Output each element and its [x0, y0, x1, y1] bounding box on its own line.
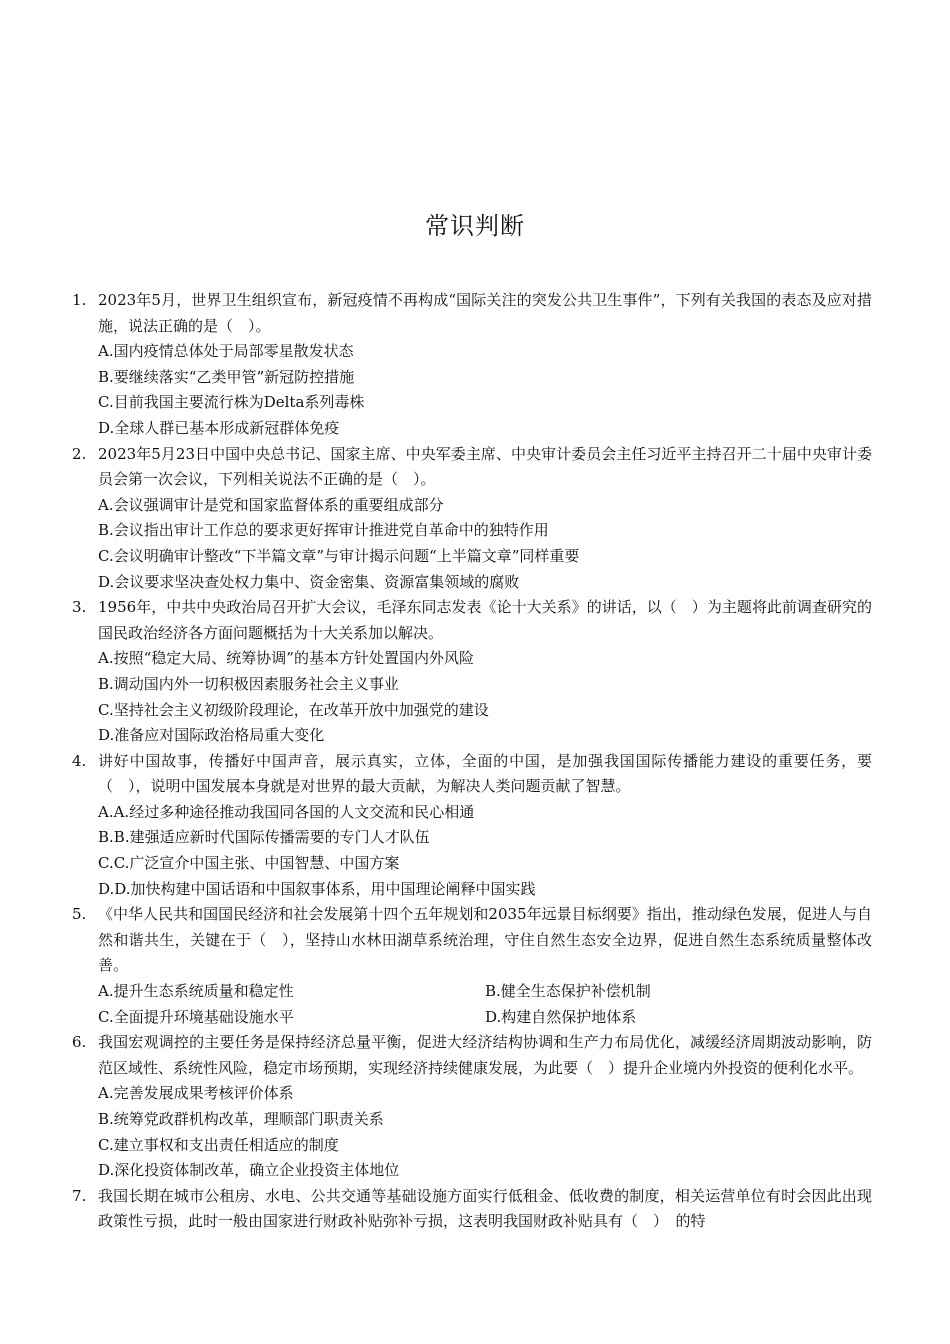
question-3 [72, 595, 872, 749]
question-number: 2. [72, 444, 87, 463]
option-c: C.坚持社会主义初级阶段理论，在改革开放中加强党的建设 [98, 700, 489, 719]
question-number: 7. [72, 1186, 87, 1205]
option-b: B.要继续落实“乙类甲管”新冠防控措施 [98, 367, 355, 386]
option-b: B.健全生态保护补偿机制 [485, 982, 651, 1001]
option-d: D.D.加快构建中国话语和中国叙事体系，用中国理论阐释中国实践 [98, 879, 536, 898]
question-stem: 讲好中国故事，传播好中国声音，展示真实，立体，全面的中国，是加强我国国际传播能力建设的重要任务，要（ ），说明中国发展本身就是对世界的最大贡献，为解决人类问题贡献了智慧。 [98, 751, 872, 796]
option-a: A.完善发展成果考核评价体系 [98, 1084, 294, 1103]
option-c: C.目前我国主要流行株为Delta系列毒株 [98, 393, 365, 412]
question-stem: 1956年，中共中央政治局召开扩大会议，毛泽东同志发表《论十大关系》的讲话，以（ ）为主题将此前调查研究的国民政治经济各方面问题概括为十大关系加以解决。 [98, 598, 872, 642]
question-stem: 2023年5月23日中国中央总书记、国家主席、中央军委主席、中央审计委员会主任习近平主持召开二十届中央审计委员会第一次会议，下列相关说法不正确的是（ ）。 [98, 444, 872, 489]
option-c: C.会议明确审计整改“下半篇文章”与审计揭示问题“上半篇文章”同样重要 [98, 546, 580, 565]
question-list [72, 288, 872, 1235]
question-stem: 我国长期在城市公租房、水电、公共交通等基础设施方面实行低租金、低收费的制度，相关运营单位有时会因此出现政策性亏损，此时一般由国家进行财政补贴弥补亏损，这表明我国财政补贴具有（ ） 的特 [98, 1186, 872, 1231]
question-number: 6. [72, 1033, 87, 1052]
question-stem: 《中华人民共和国国民经济和社会发展第十四个五年规划和2035年远景目标纲要》指出，推动绿色发展，促进人与自然和谐共生，关键在于（ ），坚持山水林田湖草系统治理，守住自然生态安全边界，促进自然生态系统质量整体改善。 [98, 905, 872, 975]
option-a: A.A.经过多种途径推动我国同各国的人文交流和民心相通 [98, 802, 475, 821]
question-number: 5. [72, 905, 87, 924]
option-b: B.统筹党政群机构改革，理顺部门职责关系 [98, 1110, 384, 1128]
question-1 [72, 288, 872, 442]
question-stem: 2023年5月，世界卫生组织宣布，新冠疫情不再构成“国际关注的突发公共卫生事件”，下列有关我国的表态及应对措施，说法正确的是（ ）。 [98, 291, 872, 335]
option-d: D.构建自然保护地体系 [485, 1007, 637, 1026]
option-a: A.提升生态系统质量和稳定性 [98, 982, 294, 1001]
option-b: B.会议指出审计工作总的要求更好挥审计推进党自革命中的独特作用 [98, 521, 549, 540]
option-a: A.国内疫情总体处于局部零星散发状态 [98, 342, 354, 361]
question-stem: 我国宏观调控的主要任务是保持经济总量平衡，促进大经济结构协调和生产力布局优化，减缓经济周期波动影响，防范区域性、系统性风险，稳定市场预期，实现经济持续健康发展，为此要（ ）提升企业境内外投资的便利化水平。 [98, 1033, 872, 1077]
question-5 [72, 902, 872, 1030]
question-number: 3. [72, 598, 87, 617]
option-d: D.深化投资体制改革，确立企业投资主体地位 [98, 1161, 400, 1180]
option-c: C.全面提升环境基础设施水平 [98, 1007, 294, 1026]
option-c: C.C.广泛宣介中国主张、中国智慧、中国方案 [98, 854, 400, 873]
question-4 [72, 749, 872, 903]
page-title: 常识判断 [425, 212, 525, 240]
option-b: B.调动国内外一切积极因素服务社会主义事业 [98, 674, 399, 693]
option-c: C.建立事权和支出责任相适应的制度 [98, 1135, 339, 1154]
option-a: A.会议强调审计是党和国家监督体系的重要组成部分 [98, 495, 444, 514]
question-2 [72, 442, 872, 596]
question-number: 1. [72, 291, 87, 309]
question-number: 4. [72, 751, 87, 770]
question-7 [72, 1184, 872, 1235]
option-b: B.B.建强适应新时代国际传播需要的专门人才队伍 [98, 828, 430, 847]
option-d: D.全球人群已基本形成新冠群体免疫 [98, 418, 340, 437]
option-d: D.会议要求坚决查处权力集中、资金密集、资源富集领域的腐败 [98, 572, 520, 591]
question-6 [72, 1030, 872, 1184]
option-a: A.按照“稳定大局、统筹协调”的基本方针处置国内外风险 [98, 649, 474, 668]
option-d: D.准备应对国际政治格局重大变化 [98, 726, 325, 745]
